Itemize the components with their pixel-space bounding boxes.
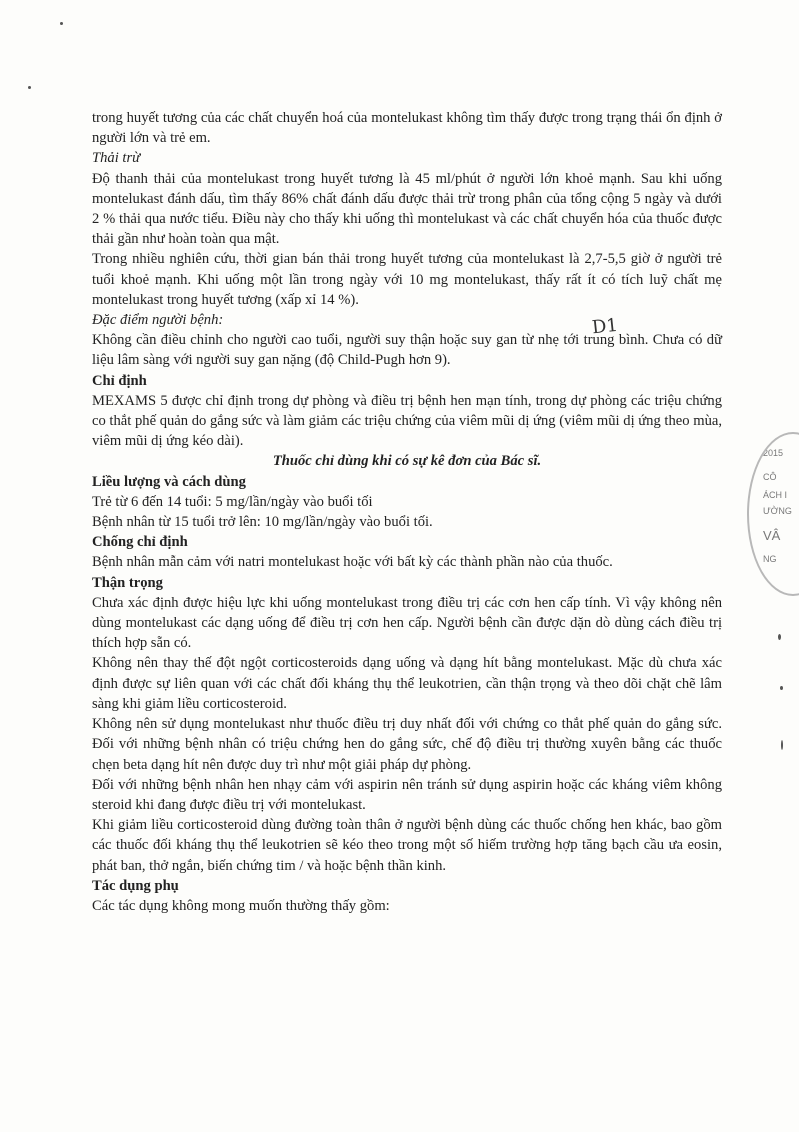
stamp-text: NG xyxy=(763,554,777,564)
scan-speck xyxy=(28,86,31,89)
body-paragraph: Đối với những bệnh nhân hen nhạy cảm với aspirin nên tránh sử dụng aspirin hoặc các kháng viêm không steroid khi đang được điều trị với montelukast. xyxy=(92,776,722,813)
body-paragraph: MEXAMS 5 được chỉ định trong dự phòng và điều trị bệnh hen mạn tính, trong dự phòng các triệu chứng co thắt phế quản do gắng sức và làm giảm các triệu chứng của viêm mũi dị ứng (viêm mũi dị ứng theo mùa, viêm mũi dị ứng kéo dài). xyxy=(92,392,722,450)
body-paragraph: Các tác dụng không mong muốn thường thấy gồm: xyxy=(92,897,390,914)
body-paragraph: trong huyết tương của các chất chuyển hoá của montelukast không tìm thấy được trong trạng thái ổn định ở người lớn và trẻ em. xyxy=(92,110,722,147)
stamp-text: ÁCH I xyxy=(763,490,788,500)
body-paragraph: Không cần điều chỉnh cho người cao tuổi, người suy thận hoặc suy gan từ nhẹ tới trung bình. Chưa có dữ liệu lâm sàng với người suy gan nặng (độ Child-Pugh hơn 9). xyxy=(92,332,722,369)
section-heading: Tác dụng phụ xyxy=(92,877,179,894)
subsection-heading: Thải trừ xyxy=(92,150,141,167)
body-paragraph: Trẻ từ 6 đến 14 tuổi: 5 mg/lần/ngày vào buổi tối xyxy=(92,493,373,510)
body-paragraph: Bệnh nhân từ 15 tuổi trở lên: 10 mg/lần/ngày vào buổi tối. xyxy=(92,514,433,531)
handwritten-signature: D1 xyxy=(590,314,619,339)
stamp-text: VÂ xyxy=(763,528,781,543)
body-paragraph: Khi giảm liều corticosteroid dùng đường toàn thân ở người bệnh dùng các thuốc chống hen khác, bao gồm các thuốc đối kháng thụ thể leukotrien sẽ kéo theo trong một số hiếm trường hợp tăng bạch cầu ưa eosin, phát ban, thở ngắn, biến chứng tim / và hoặc bệnh thần kinh. xyxy=(92,817,722,874)
section-heading: Chỉ định xyxy=(92,372,147,389)
body-paragraph: Không nên thay thế đột ngột corticosteroids dạng uống và dạng hít bằng montelukast. Mặc dù chưa xác định được sự liên quan với các chất đối kháng thụ thể leukotrien, cần thận trọng và theo dõi chặt chẽ lâm sàng khi giảm liều corticosteroid. xyxy=(92,655,722,712)
scan-speck xyxy=(780,686,783,690)
scan-speck xyxy=(781,740,783,750)
body-paragraph: Độ thanh thải của montelukast trong huyết tương là 45 ml/phút ở người lớn khoẻ mạnh. Sau khi uống montelukast đánh dấu, tìm thấy 86% chất đánh dấu được thải trừ trong phân của tổng cộng 5 ngày và dưới 2 % thải qua nước tiểu. Điều này cho thấy khi uống thì montelukast và các chất chuyển hóa của thuốc được thải gần như hoàn toàn qua mật. xyxy=(92,170,722,248)
body-paragraph: Trong nhiều nghiên cứu, thời gian bán thải trong huyết tương của montelukast là 2,7-5,5 giờ ở người trẻ tuổi khoẻ mạnh. Khi uống một lần trong ngày với 10 mg montelukast, thấy rất ít có tích luỹ chất mẹ montelukast trong huyết tương (xấp xỉ 14 %). xyxy=(92,251,722,308)
stamp-text: 2015 xyxy=(763,448,784,458)
body-paragraph: Bệnh nhân mẫn cảm với natri montelukast hoặc với bất kỳ các thành phần nào của thuốc. xyxy=(92,554,613,571)
prescription-notice: Thuốc chỉ dùng khi có sự kê đơn của Bác sĩ. xyxy=(272,453,542,470)
scan-speck xyxy=(60,22,63,25)
section-heading: Liều lượng và cách dùng xyxy=(92,473,246,490)
scan-speck xyxy=(778,634,781,640)
official-stamp xyxy=(747,432,799,596)
subsection-heading: Đặc điểm người bệnh: xyxy=(92,312,224,329)
stamp-text: ƯỜNG xyxy=(763,506,792,516)
body-paragraph: Chưa xác định được hiệu lực khi uống montelukast trong điều trị các cơn hen cấp tính. Vì vậy không nên dùng montelukast các dạng uống để điều trị cơn hen cấp. Người bệnh cần được dặn dò dùng cách điều trị thích hợp sẵn có. xyxy=(92,594,722,652)
stamp-text: CÔ xyxy=(763,472,777,482)
body-paragraph: Không nên sử dụng montelukast như thuốc điều trị duy nhất đối với chứng co thắt phế quản do gắng sức. Đối với những bệnh nhân có triệu chứng hen do gắng sức, chế độ điều trị thường xuyên bằng các thuốc chẹn beta dạng hít nên được duy trì như một giải pháp dự phòng. xyxy=(92,716,722,773)
section-heading: Thận trọng xyxy=(92,574,163,591)
section-heading: Chống chỉ định xyxy=(92,534,188,551)
document-body xyxy=(92,108,722,916)
